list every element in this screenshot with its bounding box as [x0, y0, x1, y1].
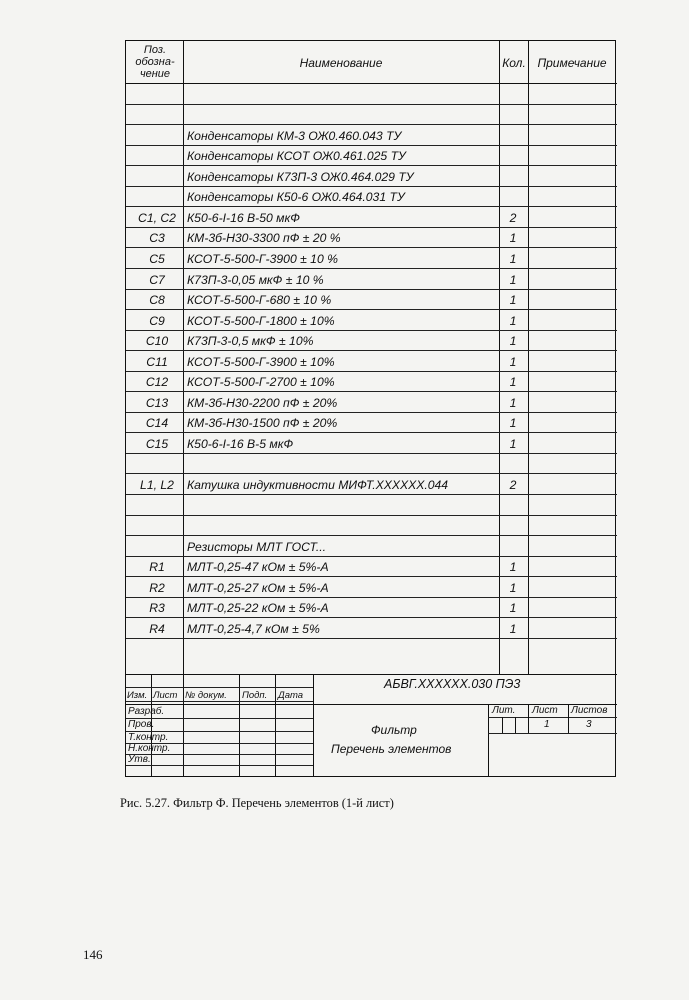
row-name: Конденсаторы КМ-3 ОЖ0.460.043 ТУ	[187, 128, 402, 143]
row-pos: R1	[149, 560, 165, 575]
row-pos: R3	[149, 601, 165, 616]
row-line	[126, 371, 617, 372]
row-line	[126, 227, 617, 228]
row-name: МЛТ-0,25-47 кОм ± 5%-А	[187, 560, 329, 575]
row-line	[126, 494, 617, 495]
tb-lit-vline-2	[568, 704, 569, 733]
header-qty: Кол.	[502, 56, 526, 70]
row-name: КСОТ-5-500-Г-2700 ± 10%	[187, 375, 335, 390]
row-pos: С3	[149, 231, 165, 246]
row-pos: С12	[145, 375, 169, 390]
row-pos: С9	[149, 313, 165, 328]
row-qty: 1	[509, 231, 517, 246]
row-qty: 1	[509, 601, 517, 616]
row-name: К50-6-I-16 В-50 мкФ	[187, 210, 300, 225]
row-pos: С15	[145, 436, 169, 451]
row-pos: С7	[149, 272, 165, 287]
header-name: Наименование	[299, 56, 383, 70]
header-pos-line1: Поз.	[143, 44, 167, 56]
row-name: К73П-3-0,05 мкФ ± 10 %	[187, 272, 324, 287]
tb-lit-sub-1	[502, 717, 503, 733]
row-line	[126, 391, 617, 392]
row-pos: L1, L2	[140, 477, 174, 492]
row-name: КСОТ-5-500-Г-3900 ± 10%	[187, 354, 335, 369]
row-name: КМ-3б-Н30-2200 пФ ± 20%	[187, 395, 338, 410]
tb-row-1	[126, 687, 313, 688]
tb-vline-e	[313, 674, 314, 776]
tb-lit-row-2	[488, 733, 617, 734]
tb-vline-c	[239, 674, 240, 776]
col-divider-qty	[528, 41, 529, 674]
row-qty: 1	[509, 272, 517, 287]
row-pos: R4	[149, 621, 165, 636]
row-pos: R2	[149, 580, 165, 595]
row-pos: С10	[145, 334, 169, 349]
tb-role-tech-control: Т.контр.	[128, 732, 169, 743]
title-block-code: АБВГ.XXXXXX.030 ПЭ3	[384, 677, 521, 691]
row-line	[126, 453, 617, 454]
row-name: МЛТ-0,25-4,7 кОм ± 5%	[187, 621, 320, 636]
row-qty: 1	[509, 621, 517, 636]
row-line	[126, 309, 617, 310]
row-line	[126, 535, 617, 536]
tb-col-sign: Подп.	[242, 690, 268, 701]
tb-lit-sub-2	[515, 717, 516, 733]
row-name: Резисторы МЛТ ГОСТ...	[187, 539, 327, 554]
tb-sheets-label: Листов	[571, 705, 608, 716]
row-line	[126, 186, 617, 187]
tb-lit-row-1	[488, 717, 617, 718]
tb-sheets-value: 3	[586, 719, 592, 730]
tb-document-name: Перечень элементов	[331, 742, 452, 756]
row-qty: 1	[509, 416, 517, 431]
row-pos: С14	[145, 416, 169, 431]
row-line	[126, 432, 617, 433]
row-pos: С8	[149, 293, 165, 307]
row-pos: С1, С2	[138, 210, 176, 225]
row-line	[126, 247, 617, 248]
row-qty: 2	[509, 477, 517, 492]
row-pos: С13	[145, 395, 169, 410]
figure-caption: Рис. 5.27. Фильтр Ф. Перечень элементов (1-й лист)	[120, 796, 394, 810]
row-name: КМ-3б-Н30-3300 пФ ± 20 %	[187, 231, 341, 246]
tb-row-8	[126, 765, 313, 766]
row-line	[126, 473, 617, 474]
tb-col-doc: № докум.	[185, 690, 227, 701]
tb-role-checked: Пров.	[128, 719, 155, 730]
row-name: КСОТ-5-500-Г-680 ± 10 %	[187, 293, 332, 307]
tb-product-name: Фильтр	[371, 723, 417, 737]
tb-role-approved: Утв.	[128, 754, 151, 765]
row-name: КСОТ-5-500-Г-3900 ± 10 %	[187, 251, 338, 266]
row-name: КМ-3б-Н30-1500 пФ ± 20%	[187, 416, 338, 431]
row-line	[126, 597, 617, 598]
row-line	[126, 206, 617, 207]
row-qty: 1	[509, 375, 517, 390]
title-block-top	[126, 674, 617, 675]
row-name: Катушка индуктивности МИФТ.XXXXXX.044	[187, 477, 449, 492]
row-qty: 1	[509, 436, 517, 451]
row-line	[126, 145, 617, 146]
row-qty: 1	[509, 560, 517, 575]
tb-vline-d	[275, 674, 276, 776]
tb-sheet-value: 1	[544, 719, 550, 730]
tb-col-izm: Изм.	[127, 690, 148, 701]
row-line	[126, 289, 617, 290]
tb-role-developer: Разраб.	[128, 706, 165, 717]
row-qty: 1	[509, 580, 517, 595]
row-name: Конденсаторы К50-6 ОЖ0.464.031 ТУ	[187, 190, 405, 205]
row-qty: 1	[509, 293, 517, 307]
tb-lit-label: Лит.	[492, 705, 516, 716]
tb-row-2	[126, 701, 313, 702]
row-pos: С5	[149, 251, 165, 266]
tb-col-date: Дата	[278, 690, 304, 701]
header-pos-line3: чение	[139, 68, 171, 80]
row-qty: 2	[509, 210, 517, 225]
header-note: Примечание	[537, 56, 607, 70]
row-line	[126, 617, 617, 618]
row-line	[126, 638, 617, 639]
row-line	[126, 268, 617, 269]
row-name: КСОТ-5-500-Г-1800 ± 10%	[187, 313, 335, 328]
row-qty: 1	[509, 334, 517, 349]
row-name: МЛТ-0,25-27 кОм ± 5%-А	[187, 580, 329, 595]
row-line	[126, 83, 617, 84]
tb-row-4	[126, 718, 313, 719]
tb-lit-vline-1	[528, 704, 529, 733]
row-qty: 1	[509, 313, 517, 328]
row-line	[126, 412, 617, 413]
row-qty: 1	[509, 395, 517, 410]
row-line	[126, 350, 617, 351]
row-name: МЛТ-0,25-22 кОм ± 5%-А	[187, 601, 329, 616]
row-pos: С11	[146, 354, 168, 369]
row-name: К50-6-I-16 В-5 мкФ	[187, 436, 294, 451]
row-line	[126, 515, 617, 516]
tb-col-list: Лист	[153, 690, 178, 701]
row-name: Конденсаторы К73П-3 ОЖ0.464.029 ТУ	[187, 169, 414, 184]
row-name: Конденсаторы КСОТ ОЖ0.461.025 ТУ	[187, 149, 406, 164]
tb-row-7	[126, 754, 313, 755]
tb-vline-f	[488, 704, 489, 776]
row-line	[126, 576, 617, 577]
page-number: 146	[83, 947, 103, 962]
row-line	[126, 165, 617, 166]
row-line	[126, 330, 617, 331]
row-line	[126, 124, 617, 125]
row-qty: 1	[509, 354, 517, 369]
row-line	[126, 556, 617, 557]
tb-vline-b	[183, 674, 184, 776]
row-qty: 1	[509, 251, 517, 266]
header-pos-line2: обозна-	[135, 56, 175, 68]
tb-role-norm-control: Н.контр.	[128, 743, 171, 754]
row-name: К73П-3-0,5 мкФ ± 10%	[187, 334, 314, 349]
tb-sheet-label: Лист	[532, 705, 558, 716]
element-list-sheet	[125, 40, 616, 777]
row-line	[126, 104, 617, 105]
